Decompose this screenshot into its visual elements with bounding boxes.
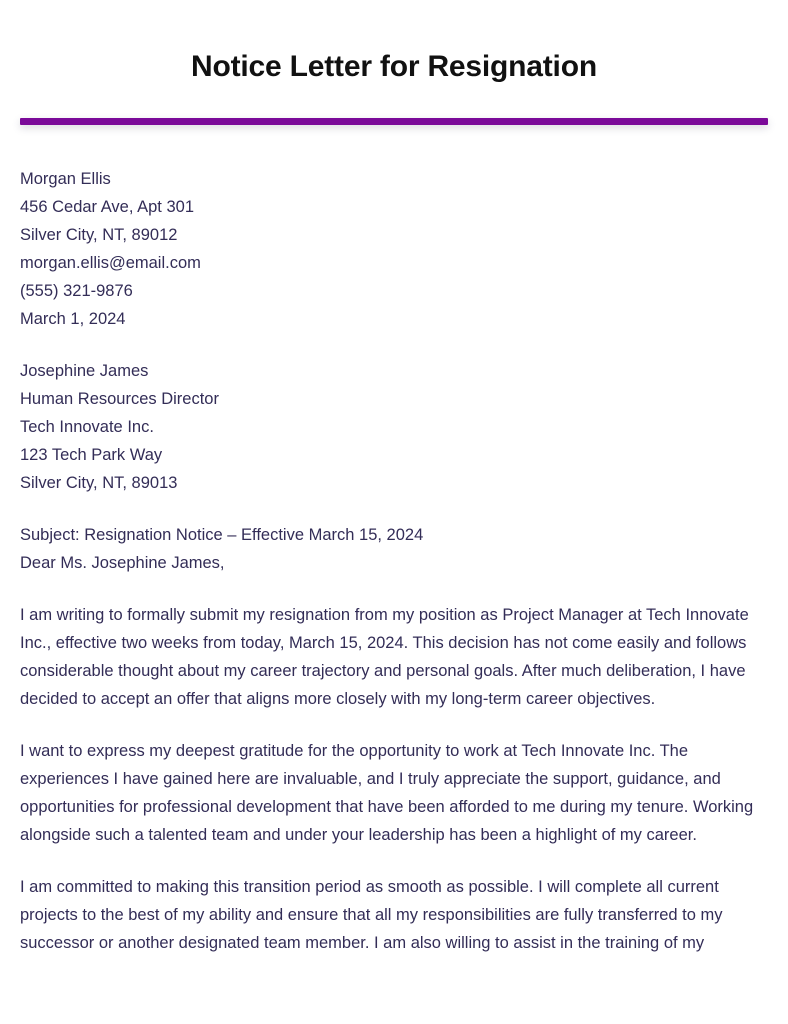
sender-city: Silver City, NT, 89012 xyxy=(20,226,178,244)
body-paragraph-1: I am writing to formally submit my resignation from my position as Project Manager at Tech Innovate Inc., effective two weeks from today, March 15, 2024. This decision has not come easily and follows considerable thought about my career trajectory and personal goals. After much deliberation, I have decided to accept an offer that aligns more closely with my long-term career objectives. xyxy=(20,606,749,708)
sender-email: morgan.ellis@email.com xyxy=(20,254,201,272)
title-divider-wrap xyxy=(20,86,768,125)
salutation-line: Dear Ms. Josephine James, xyxy=(20,554,225,572)
letter-date: March 1, 2024 xyxy=(20,310,126,328)
sender-name: Morgan Ellis xyxy=(20,170,111,188)
sender-street: 456 Cedar Ave, Apt 301 xyxy=(20,198,194,216)
recipient-address-block xyxy=(20,357,768,497)
recipient-title: Human Resources Director xyxy=(20,390,219,408)
body-paragraph-3: I am committed to making this transition period as smooth as possible. I will complete all current projects to the best of my ability and ensure that all my responsibilities are fully transferred to my successor or another designated team member. I am also willing to assist in the training of my xyxy=(20,878,723,952)
subject-salutation-block xyxy=(20,521,768,577)
recipient-city: Silver City, NT, 89013 xyxy=(20,474,178,492)
page-title: Notice Letter for Resignation xyxy=(191,50,597,83)
recipient-company: Tech Innovate Inc. xyxy=(20,418,154,436)
recipient-name: Josephine James xyxy=(20,362,149,380)
sender-phone: (555) 321-9876 xyxy=(20,282,133,300)
subject-line: Subject: Resignation Notice – Effective March 15, 2024 xyxy=(20,526,424,544)
body-paragraph-2: I want to express my deepest gratitude for the opportunity to work at Tech Innovate Inc. The experiences I have gained here are invaluable, and I truly appreciate the support, guidance, and opportunities for professional development that have been afforded to me during my tenure. Working alongside such a talented team and under your leadership has been a highlight of my career. xyxy=(20,742,754,844)
recipient-street: 123 Tech Park Way xyxy=(20,446,163,464)
sender-address-block xyxy=(20,165,768,333)
accent-divider xyxy=(20,118,768,125)
letter-body xyxy=(20,125,768,957)
